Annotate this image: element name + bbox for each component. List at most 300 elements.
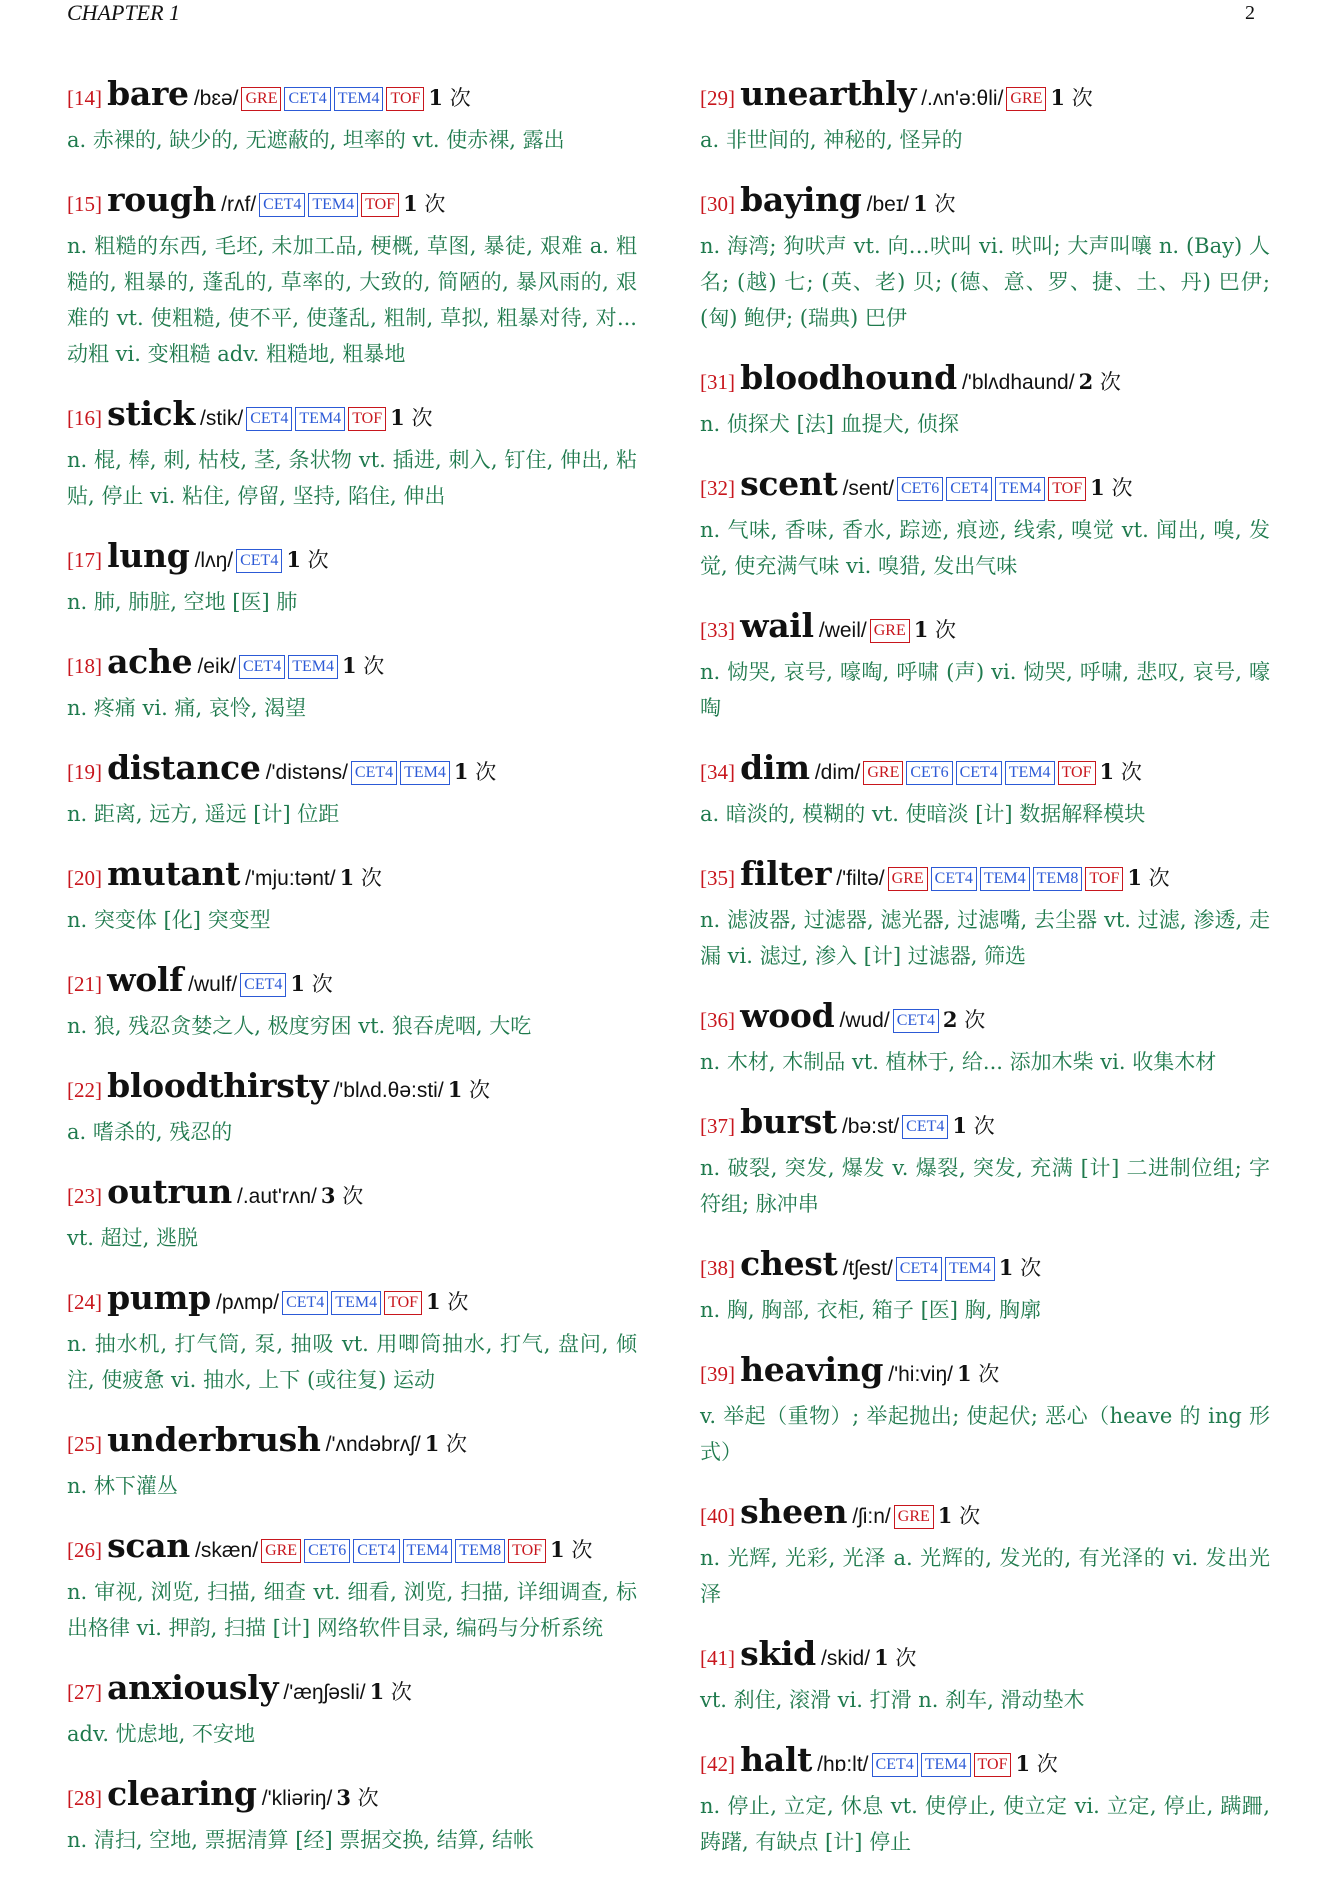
occurrence-count	[1127, 866, 1169, 890]
entry-number: [29]	[700, 86, 735, 110]
entry-head	[67, 1524, 637, 1574]
exam-tag-tem4: TEM4	[980, 867, 1030, 891]
occurrence-count	[340, 866, 382, 890]
entry-head	[700, 178, 1270, 228]
entry-head	[67, 392, 637, 442]
headword: scan	[107, 1526, 190, 1565]
phonetic: /bə:st/	[841, 1115, 900, 1138]
exam-tag-cet4: CET4	[946, 477, 992, 501]
occurrence-count	[914, 618, 956, 642]
headword: pump	[107, 1278, 211, 1317]
entry-number: [23]	[67, 1184, 102, 1208]
count-value: 1	[369, 1679, 385, 1704]
entry-number: [34]	[700, 760, 735, 784]
count-value: 2	[942, 1007, 958, 1032]
headword: sheen	[740, 1492, 848, 1531]
headword: unearthly	[740, 74, 917, 113]
vocab-entry	[67, 852, 637, 938]
count-suffix: 次	[964, 1008, 986, 1032]
headword: skid	[740, 1634, 816, 1673]
vocab-entry	[700, 1490, 1270, 1612]
entry-number: [40]	[700, 1504, 735, 1528]
occurrence-count	[952, 1114, 994, 1138]
headword: ache	[107, 642, 193, 681]
vocab-entry	[67, 534, 637, 620]
vocab-entry	[67, 1064, 637, 1150]
vocab-entry	[67, 958, 637, 1044]
headword: chest	[740, 1244, 838, 1283]
exam-tag-cet4: CET4	[353, 1539, 399, 1563]
definition: n. 恸哭, 哀号, 嚎啕, 呼啸 (声) vi. 恸哭, 呼啸, 悲叹, 哀号, 嚎啕	[700, 660, 1270, 720]
occurrence-count	[426, 1290, 468, 1314]
exam-tag-tem4: TEM4	[995, 477, 1045, 501]
exam-tag-cet4: CET4	[893, 1009, 939, 1033]
exam-tag-tem4: TEM4	[1005, 761, 1055, 785]
definition: n. 粗糙的东西, 毛坯, 未加工品, 梗概, 草图, 暴徒, 艰难 a. 粗糙的, 粗暴的, 蓬乱的, 草率的, 大致的, 简陋的, 暴风雨的, 艰难的 vt. 使粗糙, 使不平, 使蓬乱, 粗制, 草拟, 粗暴对待, 对... 动粗 vi. 变粗糙 adv. 粗糙地, 粗暴地	[67, 234, 637, 366]
entry-head	[700, 1242, 1270, 1292]
phonetic: /tʃest/	[842, 1257, 893, 1280]
phonetic: /.ʌn'ə:θli/	[921, 87, 1004, 110]
exam-tag-cet4: CET4	[239, 655, 285, 679]
entry-head	[700, 356, 1270, 406]
exam-tag-cet4: CET4	[931, 867, 977, 891]
count-value: 1	[1015, 1751, 1031, 1776]
vocab-entry	[67, 1170, 637, 1256]
entry-head	[67, 640, 637, 690]
occurrence-count	[425, 1432, 467, 1456]
count-suffix: 次	[360, 866, 382, 890]
entry-number: [15]	[67, 192, 102, 216]
headword: lung	[107, 536, 190, 575]
count-value: 1	[424, 1431, 440, 1456]
count-suffix: 次	[1099, 370, 1121, 394]
vocab-entry	[67, 1524, 637, 1646]
definition: n. 狼, 残忍贪婪之人, 极度穷困 vt. 狼吞虎咽, 大吃	[67, 1014, 532, 1038]
entry-number: [42]	[700, 1752, 735, 1776]
page-header	[67, 0, 1255, 30]
exam-tag-tof: TOF	[386, 87, 424, 111]
count-value: 3	[320, 1183, 336, 1208]
count-suffix: 次	[1036, 1752, 1058, 1776]
phonetic: /eik/	[197, 655, 236, 678]
phonetic: /bɛə/	[193, 87, 239, 110]
entry-number: [35]	[700, 866, 735, 890]
phonetic: /'blʌdhaund/	[961, 371, 1075, 394]
count-suffix: 次	[1111, 476, 1133, 500]
entry-head	[700, 72, 1270, 122]
right-column	[700, 72, 1270, 1880]
exam-tag-cet4: CET4	[236, 549, 282, 573]
entry-number: [38]	[700, 1256, 735, 1280]
entry-number: [24]	[67, 1290, 102, 1314]
exam-tag-gre: GRE	[863, 761, 903, 785]
occurrence-count	[336, 1786, 378, 1810]
count-suffix: 次	[424, 192, 446, 216]
entry-head	[700, 462, 1270, 512]
count-suffix: 次	[342, 1184, 364, 1208]
phonetic: /'blʌd.θə:sti/	[333, 1079, 444, 1102]
count-suffix: 次	[978, 1362, 1000, 1386]
occurrence-count	[1050, 86, 1092, 110]
exam-tag-tem4: TEM4	[308, 193, 358, 217]
definition: n. 破裂, 突发, 爆发 v. 爆裂, 突发, 充满 [计] 二进制位组; 字符组; 脉冲串	[700, 1156, 1270, 1216]
definition: a. 暗淡的, 模糊的 vt. 使暗淡 [计] 数据解释模块	[700, 802, 1146, 826]
entry-number: [33]	[700, 618, 735, 642]
entry-number: [39]	[700, 1362, 735, 1386]
vocab-entry	[700, 746, 1270, 832]
headword: dim	[740, 748, 810, 787]
headword: outrun	[107, 1172, 232, 1211]
exam-tag-gre: GRE	[888, 867, 928, 891]
entry-number: [17]	[67, 548, 102, 572]
count-suffix: 次	[307, 548, 329, 572]
phonetic: /ʃi:n/	[852, 1505, 891, 1528]
exam-tag-cet4: CET4	[872, 1753, 918, 1777]
exam-tag-cet4: CET4	[259, 193, 305, 217]
exam-tag-tem8: TEM8	[1033, 867, 1083, 891]
vocab-entry	[700, 994, 1270, 1080]
occurrence-count	[403, 192, 445, 216]
headword: anxiously	[107, 1668, 279, 1707]
exam-tag-tem4: TEM4	[331, 1291, 381, 1315]
entry-head	[700, 1100, 1270, 1150]
entry-number: [36]	[700, 1008, 735, 1032]
count-suffix: 次	[311, 972, 333, 996]
exam-tag-tof: TOF	[384, 1291, 422, 1315]
entry-number: [20]	[67, 866, 102, 890]
definition: v. 举起（重物）; 举起抛出; 使起伏; 恶心（heave 的 ing 形式）	[700, 1404, 1270, 1464]
count-suffix: 次	[469, 1078, 490, 1102]
count-suffix: 次	[357, 1786, 379, 1810]
definition: n. 审视, 浏览, 扫描, 细查 vt. 细看, 浏览, 扫描, 详细调查, 标出格律 vi. 押韵, 扫描 [计] 网络软件目录, 编码与分析系统	[67, 1580, 637, 1640]
exam-tag-tof: TOF	[1048, 477, 1086, 501]
exam-tag-tem4: TEM4	[334, 87, 384, 111]
entry-number: [19]	[67, 760, 102, 784]
count-value: 1	[426, 1289, 441, 1314]
vocab-entry	[700, 604, 1270, 726]
definition: n. 肺, 肺脏, 空地 [医] 肺	[67, 590, 298, 614]
vocab-entry	[67, 746, 637, 832]
phonetic: /stik/	[200, 407, 244, 430]
occurrence-count	[913, 192, 955, 216]
vocab-entry	[700, 1242, 1270, 1328]
vocab-entry	[700, 178, 1270, 336]
exam-tag-tem8: TEM8	[455, 1539, 505, 1563]
entry-head	[67, 72, 637, 122]
phonetic: /weil/	[818, 619, 867, 642]
headword: mutant	[107, 854, 241, 893]
entry-head	[700, 852, 1270, 902]
vocab-entry	[700, 852, 1270, 974]
count-suffix: 次	[1071, 86, 1093, 110]
phonetic: /dim/	[814, 761, 861, 784]
phonetic: /'ʌndəbrʌʃ/	[325, 1433, 421, 1456]
entry-head	[700, 1490, 1270, 1540]
count-value: 2	[1078, 369, 1094, 394]
occurrence-count	[874, 1646, 916, 1670]
chapter-title: CHAPTER 1	[67, 0, 181, 25]
definition: n. 胸, 胸部, 衣柜, 箱子 [医] 胸, 胸廓	[700, 1298, 1042, 1322]
count-value: 1	[447, 1077, 463, 1102]
count-suffix: 次	[571, 1538, 593, 1562]
count-value: 1	[550, 1537, 565, 1562]
entry-number: [27]	[67, 1680, 102, 1704]
definition: n. 停止, 立定, 休息 vt. 使停止, 使立定 vi. 立定, 停止, 蹒跚, 踌躇, 有缺点 [计] 停止	[700, 1794, 1270, 1854]
count-value: 1	[339, 865, 355, 890]
definition: n. 距离, 远方, 遥远 [计] 位距	[67, 802, 340, 826]
headword: rough	[107, 180, 217, 219]
phonetic: /'hi:viŋ/	[888, 1363, 953, 1386]
occurrence-count	[454, 760, 496, 784]
entry-head	[700, 1632, 1270, 1682]
exam-tag-cet6: CET6	[897, 477, 943, 501]
entry-number: [25]	[67, 1432, 102, 1456]
count-suffix: 次	[446, 1432, 468, 1456]
occurrence-count	[321, 1184, 363, 1208]
headword: filter	[740, 854, 832, 893]
headword: bloodhound	[740, 358, 957, 397]
entry-number: [28]	[67, 1786, 102, 1810]
entry-head	[67, 1170, 637, 1220]
entry-head	[700, 746, 1270, 796]
exam-tag-cet4: CET4	[902, 1115, 948, 1139]
count-value: 1	[913, 617, 929, 642]
entry-number: [37]	[700, 1114, 735, 1138]
entry-head	[67, 1064, 637, 1114]
occurrence-count	[999, 1256, 1041, 1280]
count-value: 1	[1090, 475, 1105, 500]
count-value: 1	[1127, 865, 1142, 890]
entry-head	[700, 604, 1270, 654]
count-value: 1	[937, 1503, 953, 1528]
exam-tag-cet4: CET4	[896, 1257, 942, 1281]
count-value: 1	[453, 759, 469, 784]
entry-head	[700, 1348, 1270, 1398]
exam-tag-tem4: TEM4	[945, 1257, 995, 1281]
definition: n. 气味, 香味, 香水, 踪迹, 痕迹, 线索, 嗅觉 vt. 闻出, 嗅, 发觉, 使充满气味 vi. 嗅猎, 发出气味	[700, 518, 1270, 578]
exam-tag-cet4: CET4	[240, 973, 286, 997]
vocab-entry	[67, 178, 637, 372]
headword: bloodthirsty	[107, 1066, 329, 1105]
exam-tag-cet6: CET6	[304, 1539, 350, 1563]
vocab-entry	[700, 1100, 1270, 1222]
exam-tag-gre: GRE	[261, 1539, 301, 1563]
count-suffix: 次	[363, 654, 385, 678]
exam-tag-tem4: TEM4	[295, 407, 345, 431]
headword: stick	[107, 394, 195, 433]
phonetic: /lʌŋ/	[194, 549, 234, 572]
occurrence-count	[390, 406, 432, 430]
entry-number: [21]	[67, 972, 102, 996]
vocab-entry	[700, 72, 1270, 158]
headword: halt	[740, 1740, 813, 1779]
vocab-entry	[67, 1276, 637, 1398]
count-value: 1	[403, 191, 418, 216]
vocab-entry	[700, 356, 1270, 442]
entry-head	[67, 958, 637, 1008]
entry-head	[67, 852, 637, 902]
exam-tag-gre: GRE	[1006, 87, 1046, 111]
definition: n. 突变体 [化] 突变型	[67, 908, 271, 932]
vocab-entry	[700, 1348, 1270, 1470]
exam-tag-tof: TOF	[1085, 867, 1123, 891]
entry-number: [26]	[67, 1538, 102, 1562]
count-value: 1	[998, 1255, 1014, 1280]
definition: n. 侦探犬 [法] 血提犬, 侦探	[700, 412, 959, 436]
occurrence-count	[290, 972, 332, 996]
definition: adv. 忧虑地, 不安地	[67, 1722, 256, 1746]
phonetic: /'mju:tənt/	[245, 867, 336, 890]
exam-tag-tem4: TEM4	[288, 655, 338, 679]
headword: scent	[740, 464, 838, 503]
headword: wood	[740, 996, 835, 1035]
count-suffix: 次	[449, 86, 471, 110]
exam-tag-tof: TOF	[508, 1539, 546, 1563]
definition: n. 疼痛 vi. 痛, 哀怜, 渴望	[67, 696, 307, 720]
entry-head	[67, 1418, 637, 1468]
definition: a. 非世间的, 神秘的, 怪异的	[700, 128, 963, 152]
exam-tag-cet4: CET4	[351, 761, 397, 785]
phonetic: /'æŋʃəsli/	[283, 1681, 366, 1704]
headword: clearing	[107, 1774, 257, 1813]
count-suffix: 次	[895, 1646, 917, 1670]
headword: heaving	[740, 1350, 884, 1389]
headword: underbrush	[107, 1420, 321, 1459]
phonetic: /wud/	[839, 1009, 890, 1032]
count-suffix: 次	[935, 618, 957, 642]
count-value: 3	[336, 1785, 351, 1810]
occurrence-count	[550, 1538, 592, 1562]
occurrence-count	[1090, 476, 1132, 500]
exam-tag-tof: TOF	[361, 193, 399, 217]
entry-head	[67, 178, 637, 228]
count-value: 1	[913, 191, 928, 216]
entry-number: [14]	[67, 86, 102, 110]
definition: n. 棍, 棒, 刺, 枯枝, 茎, 条状物 vt. 插进, 刺入, 钉住, 伸出, 粘贴, 停止 vi. 粘住, 停留, 坚持, 陷住, 伸出	[67, 448, 637, 508]
exam-tag-tof: TOF	[1058, 761, 1096, 785]
count-suffix: 次	[1020, 1256, 1042, 1280]
definition: n. 抽水机, 打气筒, 泵, 抽吸 vt. 用唧筒抽水, 打气, 盘问, 倾注, 使疲惫 vi. 抽水, 上下 (或往复) 运动	[67, 1332, 637, 1392]
exam-tag-gre: GRE	[241, 87, 281, 111]
definition: n. 海湾; 狗吠声 vt. 向…吠叫 vi. 吠叫; 大声叫嚷 n. (Bay) 人名; (越) 七; (英、老) 贝; (德、意、罗、捷、土、丹) 巴伊; (匈) 鲍伊; (瑞典) 巴伊	[700, 234, 1270, 330]
occurrence-count	[1079, 370, 1121, 394]
occurrence-count	[286, 548, 328, 572]
count-suffix: 次	[959, 1504, 981, 1528]
left-column	[67, 72, 637, 1878]
headword: wolf	[107, 960, 184, 999]
phonetic: /beɪ/	[866, 193, 910, 216]
exam-tag-cet4: CET4	[284, 87, 330, 111]
entry-number: [22]	[67, 1078, 102, 1102]
vocab-entry	[700, 462, 1270, 584]
entry-head	[700, 994, 1270, 1044]
occurrence-count	[448, 1078, 490, 1102]
phonetic: /skæn/	[195, 1539, 259, 1562]
count-value: 1	[1050, 85, 1066, 110]
count-value: 1	[428, 85, 444, 110]
vocab-entry	[67, 72, 637, 158]
entry-head	[67, 746, 637, 796]
count-suffix: 次	[973, 1114, 995, 1138]
count-value: 1	[874, 1645, 889, 1670]
headword: wail	[740, 606, 814, 645]
count-value: 1	[341, 653, 357, 678]
definition: n. 木材, 木制品 vt. 植林于, 给... 添加木柴 vi. 收集木材	[700, 1050, 1217, 1074]
exam-tag-cet4: CET4	[246, 407, 292, 431]
count-value: 1	[1099, 759, 1115, 784]
count-suffix: 次	[1120, 760, 1142, 784]
entry-head	[67, 1772, 637, 1822]
occurrence-count	[342, 654, 384, 678]
definition: a. 嗜杀的, 残忍的	[67, 1120, 233, 1144]
entry-number: [18]	[67, 654, 102, 678]
count-suffix: 次	[390, 1680, 412, 1704]
vocab-entry	[67, 392, 637, 514]
occurrence-count	[943, 1008, 985, 1032]
definition: n. 光辉, 光彩, 光泽 a. 光辉的, 发光的, 有光泽的 vi. 发出光泽	[700, 1546, 1270, 1606]
occurrence-count	[1100, 760, 1142, 784]
phonetic: /pʌmp/	[216, 1291, 280, 1314]
definition: n. 林下灌丛	[67, 1474, 178, 1498]
headword: baying	[740, 180, 862, 219]
occurrence-count	[428, 86, 470, 110]
exam-tag-tem4: TEM4	[400, 761, 450, 785]
definition: a. 赤裸的, 缺少的, 无遮蔽的, 坦率的 vt. 使赤裸, 露出	[67, 128, 565, 152]
exam-tag-gre: GRE	[870, 619, 910, 643]
count-suffix: 次	[934, 192, 956, 216]
entry-head	[67, 1666, 637, 1716]
vocab-entry	[67, 1772, 637, 1858]
entry-number: [16]	[67, 406, 102, 430]
occurrence-count	[957, 1362, 999, 1386]
headword: bare	[107, 74, 189, 113]
exam-tag-cet4: CET4	[282, 1291, 328, 1315]
entry-head	[700, 1738, 1270, 1788]
phonetic: /'filtə/	[836, 867, 885, 890]
occurrence-count	[370, 1680, 412, 1704]
count-suffix: 次	[475, 760, 497, 784]
entry-number: [41]	[700, 1646, 735, 1670]
exam-tag-cet4: CET4	[956, 761, 1002, 785]
definition: vt. 刹住, 滚滑 vi. 打滑 n. 刹车, 滑动垫木	[700, 1688, 1085, 1712]
entry-number: [31]	[700, 370, 735, 394]
count-suffix: 次	[411, 406, 433, 430]
entry-head	[67, 1276, 637, 1326]
phonetic: /rʌf/	[221, 193, 257, 216]
phonetic: /'kliəriŋ/	[261, 1787, 333, 1810]
phonetic: /wulf/	[188, 973, 238, 996]
exam-tag-gre: GRE	[894, 1505, 934, 1529]
count-value: 1	[286, 547, 301, 572]
vocab-entry	[67, 1666, 637, 1752]
definition: n. 滤波器, 过滤器, 滤光器, 过滤嘴, 去尘器 vt. 过滤, 渗透, 走漏 vi. 滤过, 渗入 [计] 过滤器, 筛选	[700, 908, 1270, 968]
count-suffix: 次	[1148, 866, 1170, 890]
vocab-entry	[700, 1738, 1270, 1860]
phonetic: /sent/	[842, 477, 894, 500]
count-value: 1	[952, 1113, 968, 1138]
phonetic: /skid/	[821, 1647, 871, 1670]
vocab-entry	[67, 640, 637, 726]
entry-number: [32]	[700, 476, 735, 500]
exam-tag-tof: TOF	[348, 407, 386, 431]
headword: distance	[107, 748, 261, 787]
definition: vt. 超过, 逃脱	[67, 1226, 199, 1250]
occurrence-count	[938, 1504, 980, 1528]
exam-tag-tof: TOF	[974, 1753, 1012, 1777]
phonetic: /hɒ:lt/	[817, 1753, 869, 1776]
occurrence-count	[1015, 1752, 1057, 1776]
phonetic: /.aut'rʌn/	[237, 1185, 317, 1208]
